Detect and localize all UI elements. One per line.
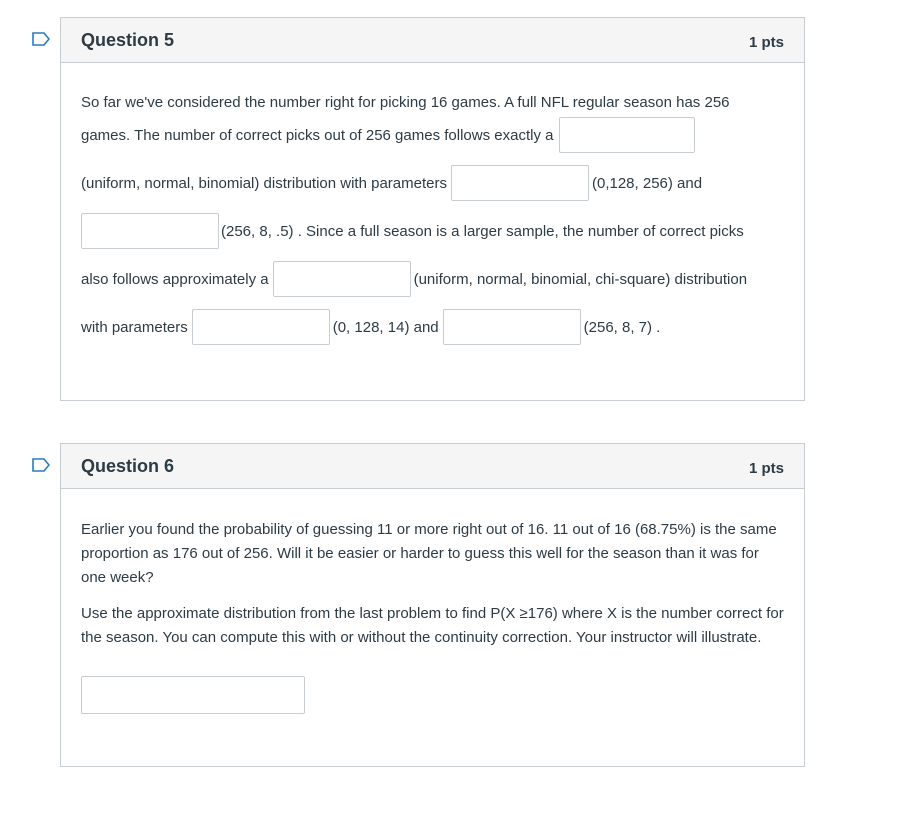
question-text: (256, 8, .5) . Since a full season is a larger sample, the number of correct picks (221, 222, 744, 240)
question-text: games. The number of correct picks out of 256 games follows exactly a (81, 126, 554, 144)
question-text: (0, 128, 14) and (332, 318, 439, 336)
question-text: (uniform, normal, binomial) distribution with parameters (81, 174, 447, 192)
question-text-line (81, 213, 744, 249)
question-points: 1 pts (748, 33, 784, 51)
flag-question-icon[interactable] (32, 458, 50, 472)
answer-input[interactable] (81, 676, 305, 714)
blank-input-distribution-approx[interactable] (273, 261, 411, 297)
question-5 (60, 17, 805, 401)
question-title: Question 5 (81, 29, 175, 50)
question-paragraph: Use the approximate distribution from the last problem to find P(X ≥176) where X is the number correct for the season. You can compute this with or without the continuity correction. Your instructor will illustrate. (81, 605, 784, 646)
question-text-line (81, 261, 747, 297)
blank-input-param-3[interactable] (192, 309, 330, 345)
question-points: 1 pts (748, 459, 784, 477)
question-header (61, 444, 804, 489)
flag-question-icon[interactable] (32, 32, 50, 46)
question-paragraph: Earlier you found the probability of guessing 11 or more right out of 16. 11 out of 16 (68.75%) is the same proportion as 176 out of 256. Will it be easier or harder to guess this well for the season than it was for one week? (81, 521, 777, 586)
question-title: Question 6 (81, 455, 175, 476)
blank-input-param-2[interactable] (81, 213, 219, 249)
blank-input-param-1[interactable] (451, 165, 589, 201)
blank-input-param-4[interactable] (443, 309, 581, 345)
question-body (61, 489, 804, 714)
question-text: So far we've considered the number right for picking 16 games. A full NFL regular season has 256 (81, 94, 730, 111)
question-text-line (81, 309, 660, 345)
blank-input-distribution-exact[interactable] (559, 117, 695, 153)
question-text: with parameters (81, 318, 188, 336)
question-text: (uniform, normal, binomial, chi-square) distribution (413, 270, 748, 288)
question-text: also follows approximately a (81, 270, 269, 288)
question-text-line (81, 117, 698, 153)
question-text-line (81, 94, 730, 111)
question-header (61, 18, 804, 63)
question-text: (256, 8, 7) . (583, 318, 661, 336)
question-text: (0,128, 256) and (591, 174, 703, 192)
question-text-line (81, 165, 702, 201)
question-6 (60, 443, 805, 767)
